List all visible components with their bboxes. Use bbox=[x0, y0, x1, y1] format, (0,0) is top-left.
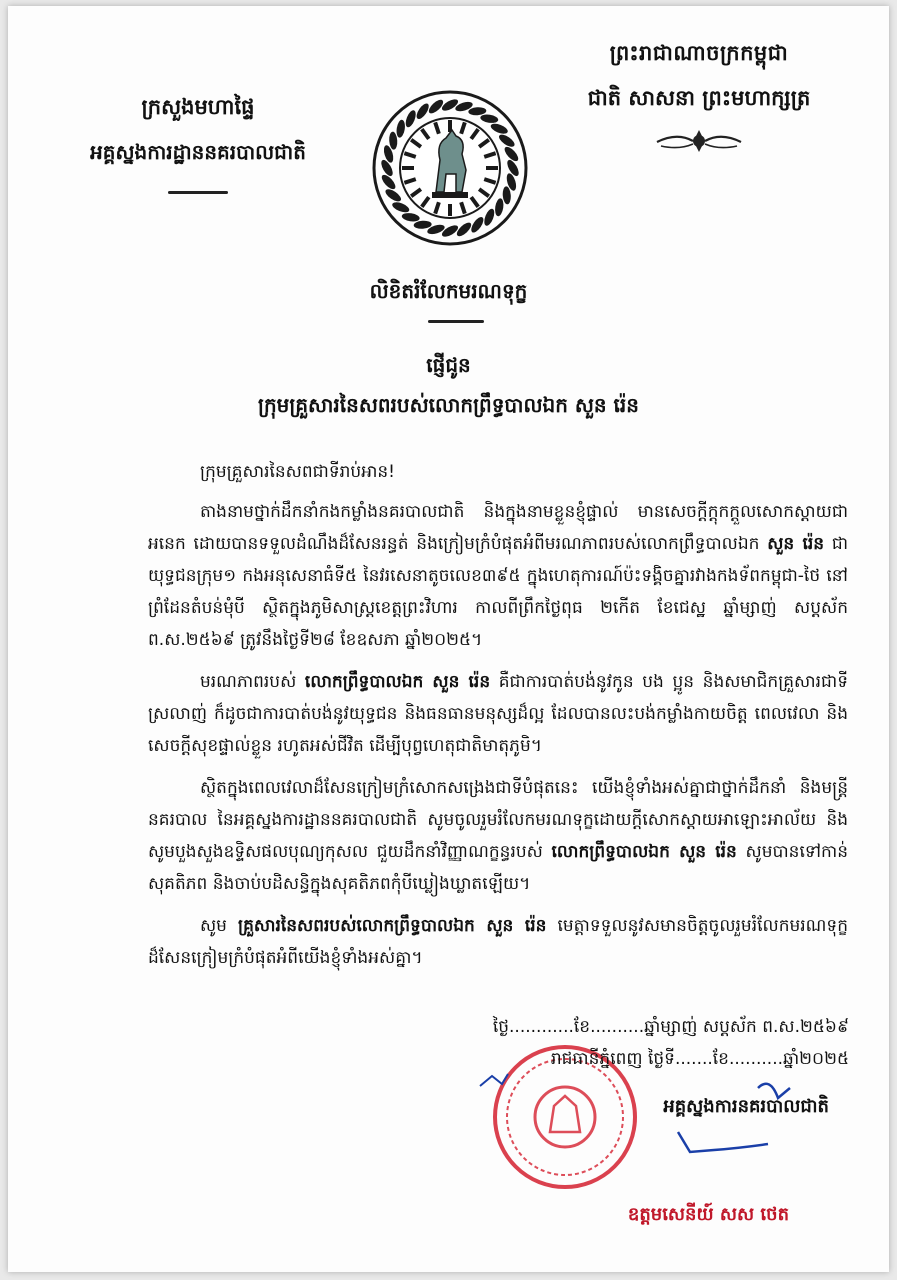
signer-title: អគ្គស្នងការនគរបាលជាតិ bbox=[663, 1096, 829, 1117]
letter-body bbox=[148, 456, 848, 984]
p2-start: មរណភាពរបស់ bbox=[200, 672, 297, 692]
ministry-name: ក្រសួងមហាផ្ទៃ bbox=[141, 95, 255, 119]
national-motto: ជាតិ សាសនា ព្រះមហាក្សត្រ bbox=[587, 86, 811, 110]
kingdom-name: ព្រះរាជាណាចក្រកម្ពុជា bbox=[609, 41, 789, 65]
greeting: ក្រុមគ្រួសារនៃសពជាទីរាប់អាន! bbox=[200, 462, 395, 482]
p1-text: តាងនាមថ្នាក់ដឹកនាំកងកម្លាំងនគរបាលជាតិ និងក្នុងនាមខ្លួនខ្ញុំផ្ទាល់ មានសេចក្តីក្តុកក្តួលសោកស្តាយជាអនេក ដោយបានទទួលដំណឹងដ៏សែនរន្ធត់ និងក្រៀមក្រំបំផុតអំពីមរណភាពរបស់លោកព្រឹទ្ធបាលឯក bbox=[148, 502, 848, 554]
p2-rest: គឺជាការបាត់បង់នូវកូន បង ប្អូន និងសមាជិកគ្រួសារជាទីស្រលាញ់ ក៏ដូចជាការបាត់បង់នូវយុទ្ធជន និងធនធានមនុស្សដ៏ល្អ ដែលបានលះបង់កម្លាំងកាយចិត្ត ពេលវេលា និងសេចក្តីសុខផ្ទាល់ខ្លួន រហូតអស់ជីវិត ដើម្បីបុព្វហេតុជាតិមាតុភូមិ។ bbox=[148, 672, 849, 756]
ministry-header bbox=[68, 94, 328, 194]
solar-date: រាជធានីភ្នំពេញ ថ្ងៃទី.......ខែ..........ឆ្នាំ២០២៥ bbox=[550, 1049, 849, 1069]
ornament-icon bbox=[653, 128, 745, 154]
paragraph-2 bbox=[148, 666, 848, 762]
p3-rest: សូមបានទៅកាន់សុគតិភព និងចាប់បដិសន្ធិក្នុងសុគតិភពកុំបីឃ្លៀងឃ្លាតឡើយ។ bbox=[148, 842, 849, 894]
recipient-line: ក្រុមគ្រួសារនៃសពរបស់លោកព្រឹទ្ធបាលឯក សួន រ៉េន bbox=[258, 393, 639, 417]
p4-start: សូម bbox=[200, 916, 227, 936]
p1-rest: ជាយុទ្ធជនក្រុម១ កងអនុសេនាធំទី៥ នៃវរសេនាតូចលេខ៣៩៥ ក្នុងហេតុការណ៍ប៉ះទង្គិចគ្នារវាងកងទ័ពកម្ពុជា-ថៃ នៅព្រំដែនតំបន់មុំបី ស្ថិតក្នុងភូមិសាស្ត្រខេត្តព្រះវិហារ កាលពីព្រឹកថ្ងៃពុធ ២កើត ខែជេស្ឋ ឆ្នាំម្សាញ់ សប្តស័ក ព.ស.២៥៦៩ ត្រូវនឹងថ្ងៃទី២៨ ខែឧសភា ឆ្នាំ២០២៥។ bbox=[148, 534, 848, 650]
paragraph-4 bbox=[148, 910, 848, 974]
paragraph-1 bbox=[148, 496, 848, 656]
signer-name: ឧត្តមសេនីយ៍ សស ថេត bbox=[627, 1204, 789, 1225]
document-title: លិខិតរំលែកមរណទុក្ខ bbox=[369, 279, 528, 303]
p2-name: លោកព្រឹទ្ធបាលឯក សួន រ៉េន bbox=[304, 672, 491, 692]
lunar-date: ថ្ងៃ............ខែ..........ឆ្នាំម្សាញ់ សប្តស័ក ព.ស.២៥៦៩ bbox=[492, 1017, 849, 1037]
to-label: ផ្ញើជូន bbox=[426, 353, 471, 377]
header-divider bbox=[168, 191, 228, 194]
p4-rest: មេត្តាទទួលនូវសមានចិត្តចូលរួមរំលែកមរណទុក្ខដ៏សែនក្រៀមក្រំបំផុតអំពីយើងខ្ញុំទាំងអស់គ្នា។ bbox=[148, 916, 849, 968]
letter-sheet bbox=[8, 6, 889, 1272]
p3-text: ស្ថិតក្នុងពេលវេលាដ៏សែនក្រៀមក្រំសោកសង្រេងជាទីបំផុតនេះ យើងខ្ញុំទាំងអស់គ្នាជាថ្នាក់ដឹកនាំ និងមន្ត្រីនគរបាល នៃអគ្គស្នងការដ្ឋាននគរបាលជាតិ សូមចូលរួមរំលែកមរណទុក្ខដោយក្តីសោកស្តាយអាឡោះអាល័យ និងសូមបួងសួងឧទ្ទិសផលបុណ្យកុសល ជួយដឹកនាំវិញ្ញាណក្ខន្ធរបស់ bbox=[148, 778, 848, 862]
police-emblem-icon bbox=[370, 88, 530, 248]
p1-name: សួន រ៉េន bbox=[767, 534, 825, 554]
kingdom-header bbox=[549, 40, 849, 154]
p3-name: លោកព្រឹទ្ធបាលឯក សួន រ៉េន bbox=[551, 842, 737, 862]
p4-name: គ្រួសារនៃសពរបស់លោកព្រឹទ្ធបាលឯក សួន រ៉េន bbox=[238, 916, 547, 936]
department-name: អគ្គស្នងការដ្ឋាននគរបាលជាតិ bbox=[90, 140, 306, 164]
paragraph-3 bbox=[148, 772, 848, 900]
title-divider bbox=[428, 320, 484, 323]
